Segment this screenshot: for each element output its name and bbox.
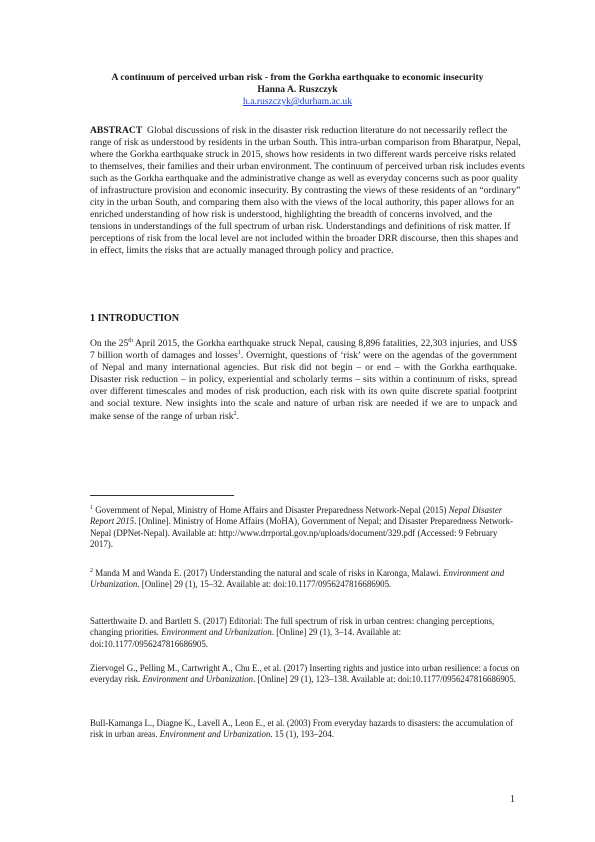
footnote-1: [90, 505, 520, 550]
footnote-text: . [Online]. Ministry of Home Affairs (MoHA), Government of Nepal; and Disaster Preparedness Network-Nepal (DPNet-Nepal). Available at: http://www.drrportal.gov.np/uploads/document/329.pdf (Accessed: 9 February 2017).: [90, 516, 514, 549]
footnote-2: [90, 568, 520, 591]
footnote-italic: Environment and Urbanization: [161, 627, 272, 638]
abstract: [90, 125, 525, 257]
footnote-text: . [Online] 29 (1), 3–14. Available at: doi:10.1177/0956247816686905.: [90, 627, 402, 649]
footnote-text: Ziervogel G., Pelling M., Cartwright A., Chu E., et al. (2017) Inserting rights and justice into urban resilience: a focus on everyday risk.: [90, 663, 520, 685]
footnote-text: . [Online] 29 (1), 123–138. Available at: doi:10.1177/0956247816686905.: [253, 674, 516, 685]
intro-text-1: On the 25: [90, 338, 129, 349]
author-email-link[interactable]: h.a.ruszczyk@durham.ac.uk: [243, 96, 352, 107]
footnote-italic: Environment and Urbanization: [90, 568, 505, 590]
footnote-italic: Nepal Disaster Report 2015: [90, 505, 503, 527]
page-number: 1: [510, 794, 515, 805]
footnote-number: 1: [90, 505, 93, 512]
intro-text-4: .: [236, 410, 239, 422]
intro-text-2: April 2015, the Gorkha earthquake struck Nepal, causing 8,896 fatalities, 22,303 injuries, and US$ 7 billion worth of damages and losses: [90, 338, 518, 362]
footnote-reference-satterthwaite: [90, 616, 520, 650]
footnote-text: . [Online] 29 (1), 15–32. Available at: doi:10.1177/0956247816686905.: [137, 579, 392, 590]
footnote-text: . 15 (1), 193–204.: [270, 729, 334, 740]
footnote-text: Manda M and Wanda E. (2017) Understanding the natural and scale of risks in Karonga, Malawi.: [93, 568, 444, 578]
footnote-divider: [90, 495, 234, 496]
intro-text-3: . Overnight, questions of ‘risk’ were on the agendas of the government of Nepal and many international agencies. But risk did not begin – or end – with the Gorkha earthquake. Disaster risk reduction – in policy, experiential and scholarly terms – sits within a continuum of risks, spread over different timescales and modes of risk production, each risk with its own quite discrete spatial footprint and social texture. New insights into the scale and nature of urban risk are needed if we are to unpack and make sense of the range of urban risk: [90, 350, 517, 422]
abstract-label: ABSTRACT: [90, 125, 143, 136]
footnote-number: 2: [90, 568, 93, 575]
footnote-reference-ziervogel: [90, 663, 520, 686]
footnote-italic: Environment and Urbanization: [142, 674, 254, 685]
footnote-text: Bull-Kamanga L., Diagne K., Lavell A., Leon E., et al. (2003) From everyday hazards to disasters: the accumulation of risk in urban areas.: [90, 718, 514, 740]
ordinal-suffix: th: [128, 337, 133, 344]
paper-title: A continuum of perceived urban risk - from the Gorkha earthquake to economic insecurity: [111, 72, 484, 83]
footnote-italic: Environment and Urbanization: [159, 729, 271, 740]
abstract-text: Global discussions of risk in the disaster risk reduction literature do not necessarily reflect the range of risk as understood by residents in the urban South. This intra-urban comparison from Bharatpur, Nepal, where the Gorkha earthquake struck in 2015, shows how residents in two different wards perceive risks related to themselves, their families and their urban environment. The continuum of perceived urban risk includes events such as the Gorkha earthquake and the administrative change as well as everyday concerns such as poor quality of infrastructure provision and economic insecurity. By contrasting the views of these residents of an “ordinary” city in the urban South, and comparing them also with the views of the local authority, this paper allows for an enriched understanding of how risk is understood, highlighting the breadth of concerns involved, and the tensions in understandings of the full spectrum of urban risk. Understandings and definitions of risk matter. If perceptions of risk from the local level are not included within the broader DRR discourse, then this shapes and in effect, limits the risks that are actually managed through policy and practice.: [90, 125, 525, 256]
footnote-text: Satterthwaite D. and Bartlett S. (2017) Editorial: The full spectrum of risk in urban centres: changing perceptions, changing priorities.: [90, 616, 495, 638]
footnote-text: Government of Nepal, Ministry of Home Affairs and Disaster Preparedness Network-Nepal (2015): [93, 505, 449, 515]
section-heading-introduction: 1 INTRODUCTION: [90, 313, 180, 324]
introduction-paragraph: [90, 338, 517, 423]
footnote-ref-2[interactable]: 2: [233, 410, 237, 417]
footnote-reference-bull-kamanga: [90, 718, 520, 741]
footnote-ref-1[interactable]: 1: [237, 349, 241, 356]
author-name: Hanna A. Ruszczyk: [257, 84, 338, 95]
